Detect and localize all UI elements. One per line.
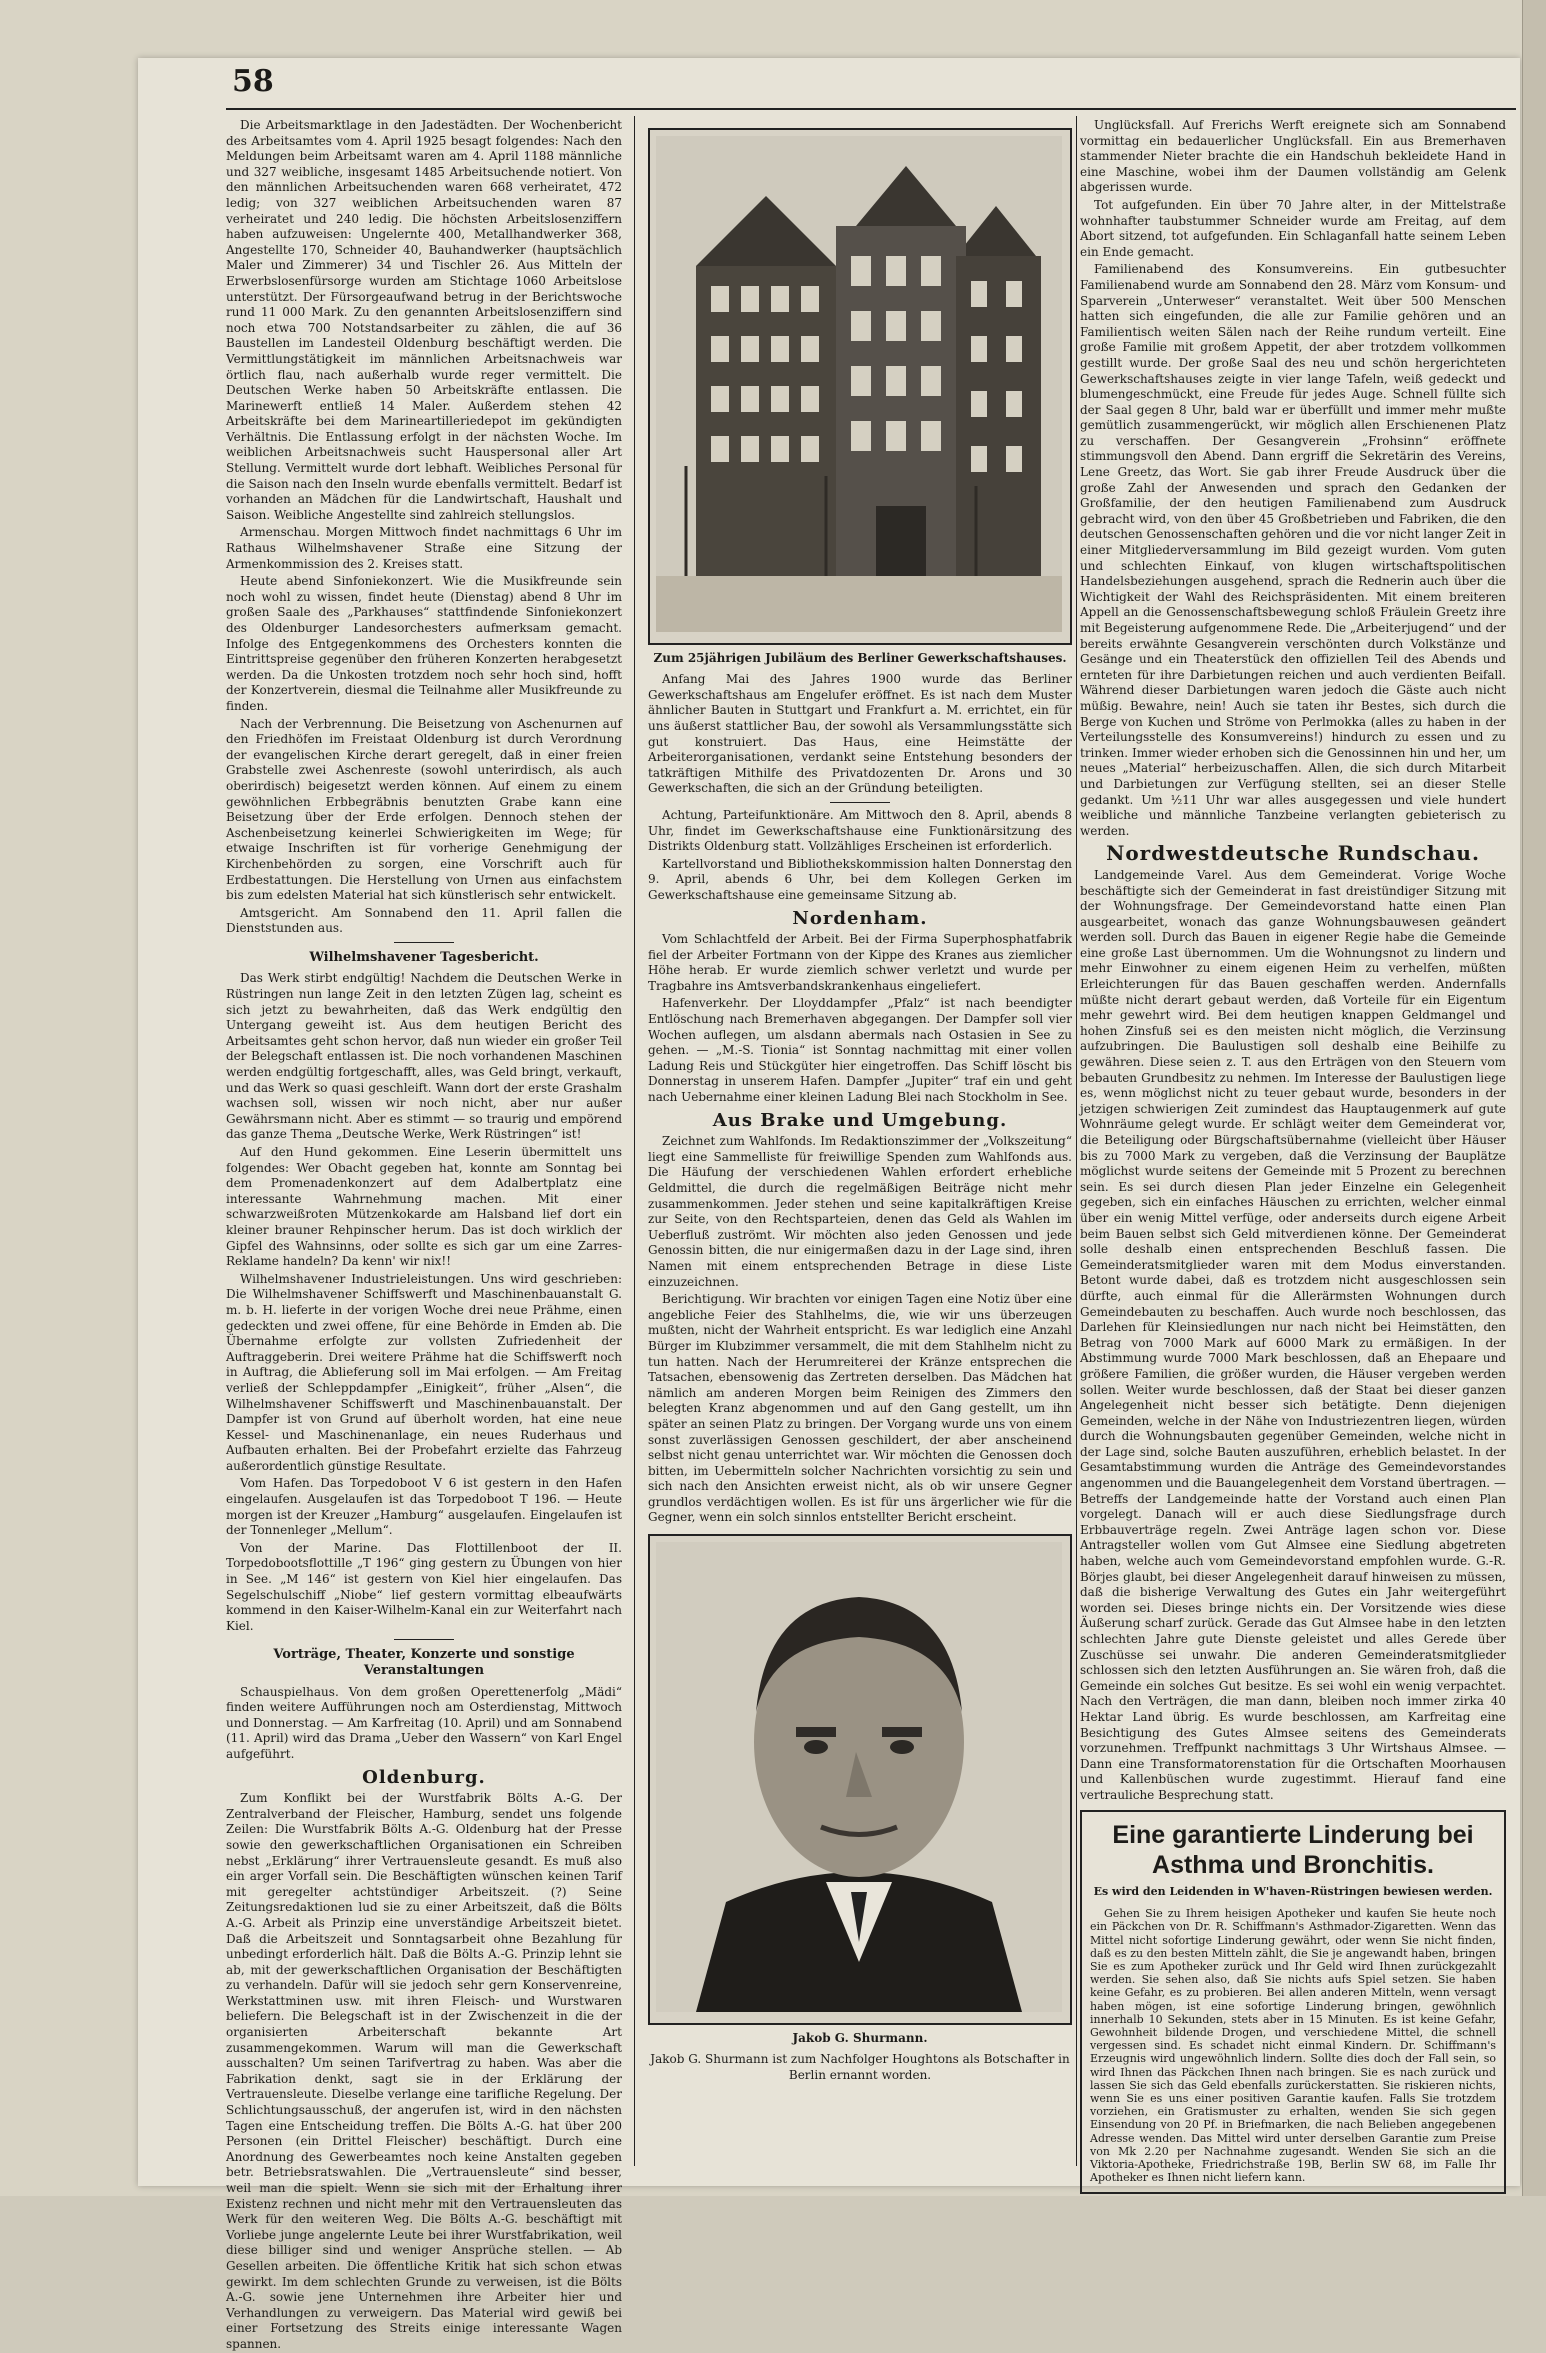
column-left — [226, 118, 622, 2351]
heading-nordwestdeutsche-rundschau: Nordwestdeutsche Rundschau. — [1106, 841, 1480, 866]
article-landgemeinde-varel: Landgemeinde Varel. Aus dem Gemeinderat. Vorige Woche beschäftigte sich der Gemeinderat in fast dreistündiger Sitzung mit der Wohnungsfrage. Der Gemeindevorstand hatte einen Plan ausgearbeitet, wonach das ganze Wohnungsbauwesen geändert werden soll. Durch das Bauen in eigener Regie habe die Gemeinde eine große Last übernommen. Um die Wohnungsnot zu lindern und mehr Einwohner zu einem eigenen Heim zu verhelfen, müßten Erleichterungen für das Bauen geschaffen werden. Andernfalls müßte nicht derart gebaut werden, daß Vorteile für ein Eigentum mehr gewehrt wird. Bei dem heutigen knappen Geldmangel und hohen Zinsfuß sei es den meisten nicht möglich, die Verzinsung aufzubringen. Die Baulustigen soll deshalb eine Beihilfe zu gewähren. Diese seien z. T. aus den Erträgen von den Steuern vom bebauten Grundbesitz zu nehmen. Im Interesse der Baulustigen liege es, wenn möglichst nicht zu teuer gebaut wurde, besonders in der jetzigen schwierigen Zeit zumindest das Hauptaugenmerk auf gute Wohnräume gelegt wurde. Er schlägt weiter dem Gemeinderat vor, die Beteiligung oder Bürgschaftsübernahme (vielleicht über Häuser bis zu 7000 Mark zu vergeben, daß die Verzinsung der Bauplätze möglichst wurde seitens der Gemeinde mit 5 Prozent zu berechnen sein. Es sei durch diesen Plan jeder Einzelne ein Gelegenheit gegeben, sich ein einfaches Häuschen zu errichten, welcher einmal über ein wenig Mittel verfüge, oder anderseits durch eigene Arbeit beim Bauen selbst sich Geld mitverdienen könne. Der Gemeinderat solle deshalb einen entsprechenden Beschluß fassen. Die Gemeinderatsmitglieder waren mit dem Modus einverstanden. Betont wurde dabei, daß es trotzdem nicht ausgeschlossen sein dürfte, auch einmal für die Allerärmsten Wohnungen durch Gemeindebauten zu beschaffen. Auch wurde noch beschlossen, das Darlehen für Kleinsiedlungen nur nach nicht bei Heimstätten, den Betrag von 7000 Mark auf 6000 Mark zu ermäßigen. In der Abstimmung wurde 7000 Mark beschlossen, daß an Ehepaare und größere Familien, die größer wurden, die Häuser vergeben werden sollen. Weiter wurde beschlossen, daß der Staat bei dieser ganzen Angelegenheit nicht besser sich betätigte. Denn diejenigen Gemeinden, welche in der Nähe von Industriezentren liegen, würden durch die Wohnungsbauten gegenüber Gemeinden, welche nicht in der Lage sind, solche Bauten auszuführen, erheblich belastet. In der Gesamtabstimmung wurden die Anträge des Gemeindevorstandes angenommen und die Bauangelegenheit dem Vorstand übertragen. — Betreffs der Landgemeinde hatte der Vorstand auch einen Plan vorgelegt. Danach will er auch diese Siedlungsfrage durch Erbbauverträge regeln. Zwei Anträge lagen schon vor. Diese Antragsteller wollen vom Gut Almsee eine Siedlung abgetreten haben, welche auch vom Gemeindevorstand empfohlen wurde. G.-R. Börjes glaubt, bei dieser Angelegenheit darauf hinweisen zu müssen, daß die bisherige Verwaltung des Gutes ein Jahr weitergeführt worden sei. Dieses bringe nichts ein. Der Vorsitzende wies diese Äußerung scharf zurück. Gerade das Gut Almsee habe in den letzten schlechten Jahre gute Dienste geleistet und alles Gerede über Zuschüsse sei unwahr. Die anderen Gemeinderatsmitglieder schlossen sich den letzten Ausführungen an. Sie wären froh, daß die Gemeinde ein solches Gut besitze. Es sei wohl ein wenig verpachtet. Nach den Verträgen, die man dann, bleiben noch immer zirka 40 Hektar Land übrig. Es wurde beschlossen, am Karfreitag eine Besichtigung des Gutes Almsee seitens des Gemeinderats vorzunehmen. Treffpunkt nachmittags 3 Uhr Wirtshaus Almsee. — Dann eine Transformatorenstation für die Ortschaften Moorhausen und Kallenbüschen wurde zugestimmt. Hierauf fand eine vertrauliche Besprechung statt. — [1080, 867, 1506, 1802]
article-parteifunktionaere: Achtung, Parteifunktionäre. Am Mittwoch den 8. April, abends 8 Uhr, findet im Gewerkschaftshause eine Funktionärsitzung des Distrikts Oldenburg statt. Vollzähliges Erscheinen ist erforderlich. — [648, 807, 1072, 854]
page-fold-edge — [1522, 0, 1546, 2196]
article-gewerkschaftshaus: Anfang Mai des Jahres 1900 wurde das Berliner Gewerkschaftshaus am Engelufer eröffnet. Es ist nach dem Muster ähnlicher Bauten in Stuttgart und Frankfurt a. M. errichtet, ein für uns äußerst stattlicher Bau, der sowohl als Versammlungsstätte sich gut konstruiert. Das Haus, eine Heimstätte der Arbeiterorganisationen, verdankt seine Entstehung besonders der tatkräftigen Mithilfe des Privatdozenten Dr. Arons und 30 Gewerkschaften, die sich an der Gründung beteiligten. — [648, 672, 1072, 796]
portrait-shurmann-frame — [648, 1534, 1072, 2025]
article-hund-gekommen: Auf den Hund gekommen. Eine Leserin übermittelt uns folgendes: Wer Obacht gegeben hat, konnte am Sonntag bei dem Promenadenkonzert auf dem Adalbertplatz eine interessante Wahrnehmung machen. Mit einer schwarzweißroten Mützenkokarde am Halsband lief dort ein kleiner brauner Rehpinscher herum. Das ist doch wirklich der Gipfel des Wahnsinns, oder sollte es sich gar um eine Zarres-Reklame handeln? Da kenn' wir nix!! — [226, 1145, 622, 1269]
ad-body: Gehen Sie zu Ihrem heisigen Apotheker und kaufen Sie heute noch ein Päckchen von Dr. R. Schiffmann's Asthmador-Zigaretten. Wenn das Mittel nicht sofortige Linderung gewährt, oder wenn Sie nicht finden, daß es zu den besten Mitteln zählt, die Sie je angewandt haben, bringen Sie es zum Apotheker zurück und Ihr Geld wird Ihnen zurückgezahlt werden. Sie sehen also, daß Sie nichts aufs Spiel setzen. Sie haben keine Gefahr, es zu probieren. Bei allen anderen Mitteln, wenn versagt haben mögen, ist eine sofortige Linderung bringen, gewöhnlich innerhalb 10 Sekunden, stets aber in 15 Minuten. Es ist keine Gefahr, Gewohnheit bildende Drogen, und verschiedene Mittel, die schnell vergessen sind. Es schadet nicht einmal Kindern. Dr. Schiffmann's Erzeugnis wird ungewöhnlich lindern. Sollte dies doch der Fall sein, so wird Ihnen das Päckchen Ihnen nach bringen. Sie es nach zurück und lassen Sie sich das Geld ebenfalls zurückerstatten. Sie riskieren nichts, wenn Sie es uns einer positiven Garantie kaufen. Falls Sie trotzdem vorziehen, ein Gratismuster zu erhalten, wenden Sie sich gegen Einsendung von 20 Pf. in Briefmarken, die nach Belieben angegebenen Adresse wenden. Das Mittel wird unter derselben Garantie zum Preise von Mk 2.20 per Nachnahme zugesandt. Wenden Sie sich an die Viktoria-Apotheke, Friedrichstraße 19B, Berlin SW 68, im Falle Ihr Apotheker es Ihnen nicht liefern kann. — [1090, 1907, 1496, 2185]
article-hafenverkehr: Hafenverkehr. Der Lloyddampfer „Pfalz“ ist nach beendigter Entlöschung nach Bremerhaven abgegangen. Der Dampfer soll vier Wochen auflegen, um alsdann abermals nach Ostasien in See zu gehen. — „M.-S. Tionia“ ist Sonntag nachmittag mit einer vollen Ladung Reis und Stückgüter hier eingetroffen. Das Schiff löscht bis Donnerstag in unserem Hafen. Dampfer „Jupiter“ traf ein und geht nach Uebernahme einer kleinen Ladung Blei nach Stockholm in See. — [648, 996, 1072, 1105]
article-schlachtfeld-arbeit: Vom Schlachtfeld der Arbeit. Bei der Firma Superphosphatfabrik fiel der Arbeiter Fortmann von der Kippe des Kranes aus ziemlicher Höhe herab. Er wurde ziemlich schwer verletzt und wurde per Tragbahre ins Amtsverbandskrankenhaus eingeliefert. — [648, 932, 1072, 993]
portrait-caption-text: Jakob G. Shurmann ist zum Nachfolger Houghtons als Botschafter in Berlin ernannt worden. — [650, 2052, 1070, 2082]
photo-caption-gewerkschaftshaus: Zum 25jährigen Jubiläum des Berliner Gewerkschaftshauses. — [653, 650, 1067, 665]
article-verbrennung: Nach der Verbrennung. Die Beisetzung von Aschenurnen auf den Friedhöfen im Freistaat Oldenburg ist durch Verordnung der evangelischen Kirche derart geregelt, daß in einer freien Grabstelle zwei Aschenreste (sowohl unterirdisch, als auch oberirdisch) beigesetzt werden können. Auf einem zu einem gewöhnlichen Erbbegräbnis benutzten Grabe kann eine Beisetzung über der Erde erfolgen. Dennoch stehen der Aschenbeisetzung keinerlei Schwierigkeiten im Wege; für etwaige Inschriften ist für vorherige Genehmigung der Kirchenbehörden zu sorgen, eine Vorschrift auch für Erdbestattungen. Die Herstellung von Urnen aus einfachstem bis zum edelsten Material hat sich künstlerisch sehr entwickelt. — [226, 716, 622, 903]
article-sinfoniekonzert: Heute abend Sinfoniekonzert. Wie die Musikfreunde sein noch wohl zu wissen, findet heute (Dienstag) abend 8 Uhr im großen Saale des „Parkhauses“ stattfindende Sinfoniekonzert des Oldenburger Landesorchesters aufmerksam gemacht. Infolge des Entgegenkommens des Orchesters konnten die Eintrittspreise gegenüber den früheren Konzerten herabgesetzt werden. Da die Unkosten trotzdem noch sehr hoch sind, hofft der Konzertverein, diesmal die Teilnahme aller Musikfreunde zu finden. — [226, 574, 622, 713]
portrait-photo — [656, 1542, 1062, 2012]
column-middle — [648, 128, 1072, 2166]
article-amtsgericht: Amtsgericht. Am Sonnabend den 11. April fallen die Dienststunden aus. — [226, 905, 622, 936]
column-right — [1080, 118, 1506, 2185]
divider — [394, 1639, 454, 1640]
article-arbeitsmarktlage: Die Arbeitsmarktlage in den Jadestädten. Der Wochenbericht des Arbeitsamtes vom 4. April 1925 besagt folgendes: Nach den Meldungen beim Arbeitsamt waren am 4. April 1188 männliche und 327 weibliche, insgesamt 1485 Arbeitsuchende notiert. Von den männlichen Arbeitsuchenden waren 668 verheiratet, 472 ledig; von 327 weiblichen Arbeitsuchenden waren 87 verheiratet und 240 ledig. Die höchsten Arbeitslosenziffern haben aufzuweisen: Ungelernte 400, Metallhandwerker 368, Angestellte 170, Schneider 40, Bauhandwerker (hauptsächlich Maler und Zimmerer) 34 und Tischler 26. Aus Mitteln der Erwerbslosenfürsorge wurden am Stichtage 1060 Arbeitslose unterstützt. Der Fürsorgeaufwand betrug in der Berichtswoche rund 11 000 Mark. Zu den genannten Arbeitslosenziffern sind noch etwa 700 Notstandsarbeiter zu zählen, die auf 36 Baustellen im Landesteil Oldenburg beschäftigt werden. Die Vermittlungstätigkeit im männlichen Arbeitsnachweis war örtlich flau, nach außerhalb wurde reger vermittelt. Die Deutschen Werke haben 50 Arbeitskräfte entlassen. Die Marinewerft entließ 14 Maler. Außerdem stehen 42 Arbeitskräfte bei dem Marineartilleriedepot im gekündigten Verhältnis. Die Entlassung erfolgt in der nächsten Woche. Im weiblichen Arbeitsnachweis sucht Hauspersonal aller Art Stellung. Vermittelt wurde dort lebhaft. Weibliches Personal für die Saison nach den Inseln wurde ebenfalls vermittelt. Bedarf ist vorhanden an Mädchen für die Landwirtschaft, Haushalt und Saison. Weibliche Angestellte sind zahlreich stellungslos. — [226, 118, 622, 522]
photo-gewerkschaftshaus-frame — [648, 128, 1072, 645]
article-berichtigung: Berichtigung. Wir brachten vor einigen Tagen eine Notiz über eine angebliche Feier des Stahlhelms, die, wie wir uns überzeugen mußten, nicht der Wahrheit entspricht. Es war lediglich eine Anzahl Bürger im Klubzimmer versammelt, die mit dem Stahlhelm nicht zu tun hatten. Nach der Herumreiterei der Kränze entsprechen die Tatsachen, ebensowenig das Zertreten derselben. Das Mädchen hat nämlich am anderen Morgen beim Reinigen des Zimmers den belegten Kranz abgenommen und auf den Gang gestellt, um ihn später an seinen Platz zu bringen. Der Vorgang wurde uns von einem sonst zuverlässigen Genossen geschildert, der aber anscheinend selbst nicht genau unterrichtet war. Wir möchten die Genossen doch bitten, im Uebermitteln solcher Nachrichten vorsichtig zu sein und sich nach den Ansichten erweist nicht, als ob wir unsere Gegner grundlos verdächtigen wollen. Es ist für uns ärgerlicher wie für die Gegner, wenn ein solch sinnlos entstellter Bericht erscheint. — [648, 1292, 1072, 1525]
column-rule-1 — [634, 116, 635, 2166]
article-vom-hafen: Vom Hafen. Das Torpedoboot V 6 ist gestern in den Hafen eingelaufen. Ausgelaufen ist das Torpedoboot T 196. — Heute morgen ist der Kreuzer „Hamburg“ ausgelaufen. Eingelaufen ist der Tonnenleger „Mellum“. — [226, 1476, 622, 1538]
article-werk-stirbt: Das Werk stirbt endgültig! Nachdem die Deutschen Werke in Rüstringen nun lange Zeit in den letzten Zügen lag, scheint es sich jetzt zu bewahrheiten, daß das Werk endgültig den Untergang geweiht ist. Aus dem heutigen Bericht des Arbeitsamtes geht schon hervor, daß nun wieder ein großer Teil der Belegschaft entlassen ist. Die noch vorhandenen Maschinen werden endgültig fortgeschafft, alles, was Geld bringt, verkauft, und das Werk so quasi geschleift. Wann dort der erste Grashalm wachsen soll, wissen wir noch nicht, aber nur außer Gewährsmann nicht. Aber es stimmt — so traurig und empörend das ganze Thema „Deutsche Werke, Werk Rüstringen“ ist! — [226, 971, 622, 1142]
divider — [394, 942, 454, 943]
ad-title: Eine garantierte Linderung bei Asthma und Bronchitis. — [1112, 1820, 1474, 1879]
article-von-der-marine: Von der Marine. Das Flottillenboot der II. Torpedobootsflottille „T 196“ ging gestern zu Übungen von hier in See. „M 146“ ist gestern von Kiel hier eingelaufen. Das Segelschulschiff „Niobe“ lief gestern vormittag elbeaufwärts kommend in den Kaiser-Wilhelm-Kanal ein zur Weiterfahrt nach Kiel. — [226, 1540, 622, 1633]
portrait-caption-name: Jakob G. Shurmann. — [792, 2030, 928, 2045]
article-industrieleistungen: Wilhelmshavener Industrieleistungen. Uns wird geschrieben: Die Wilhelmshavener Schiffswerft und Maschinenbauanstalt G. m. b. H. lieferte in der vorigen Woche drei neue Prähme, einen gedeckten und zwei offene, für eine Behörde in Emden ab. Die Übernahme erfolgte zur vollsten Zufriedenheit der Auftraggeberin. Drei weitere Prähme hat die Schiffswerft noch in Auftrag, die Ablieferung soll im Mai erfolgen. — Am Freitag verließ der Schleppdampfer „Einigkeit“, früher „Alsen“, die Wilhelmshavener Schiffswerft und Maschinenbauanstalt. Der Dampfer ist von Grund auf überholt worden, hat eine neue Kessel- und Maschinenanlage, ein neues Ruderhaus und Aufbauten erhalten. Bei der Probefahrt erzielte das Fahrzeug außerordentlich günstige Resultate. — [226, 1271, 622, 1473]
top-rule — [226, 108, 1516, 110]
heading-brake-umgebung: Aus Brake und Umgebung. — [712, 1109, 1008, 1131]
article-kartellvorstand: Kartellvorstand und Bibliothekskommission halten Donnerstag den 9. April, abends 6 Uhr, bei dem Kollegen Gerken im Gewerkschaftshause eine gemeinsame Sitzung ab. — [648, 856, 1072, 902]
divider — [830, 802, 890, 803]
article-ungluecksfall: Unglücksfall. Auf Frerichs Werft ereignete sich am Sonnabend vormittag ein bedauerlicher Unglücksfall. Ein aus Bremerhaven stammender Nieter brachte die ein Handschuh bekleidete Hand in eine Maschine, wobei ihm der Daumen vollständig am Gelenk abgerissen wurde. — [1080, 118, 1506, 195]
article-schauspielhaus: Schauspielhaus. Von dem großen Operettenerfolg „Mädi“ finden weitere Aufführungen noch am Osterdienstag, Mittwoch und Donnerstag. — Am Karfreitag (10. April) und am Sonnabend (11. April) wird das Drama „Ueber den Wassern“ von Karl Engel aufgeführt. — [226, 1684, 622, 1761]
heading-nordenham: Nordenham. — [792, 907, 928, 929]
gewerkschaftshaus-photo — [656, 136, 1062, 632]
heading-wilhelmshavener-tagesbericht: Wilhelmshavener Tagesbericht. — [309, 949, 539, 965]
heading-oldenburg: Oldenburg. — [362, 1766, 486, 1788]
article-armenschau: Armenschau. Morgen Mittwoch findet nachmittags 6 Uhr im Rathaus Wilhelmshavener Straße eine Sitzung der Armenkommission des 2. Kreises statt. — [226, 525, 622, 571]
ad-subtitle: Es wird den Leidenden in W'haven-Rüstringen bewiesen werden. — [1093, 1884, 1493, 1898]
article-wurstfabrik-boelts: Zum Konflikt bei der Wurstfabrik Bölts A.-G. Der Zentralverband der Fleischer, Hamburg, sendet uns folgende Zeilen: Die Wurstfabrik Bölts A.-G. Oldenburg hat der Presse sowie den gewerkschaftlichen Organisationen ein Schreiben nebst „Erklärung“ ihrer Vertrauensleute gesandt. Es muß also ein arger Vorfall sein. Die Beschäftigten wünschen keinen Tarif mit geregelter achtstündiger Arbeitszeit. (?) Seine Zeitungsredaktionen lud sie zu einer Arbeitszeit, daß die Bölts A.-G. Arbeit als Prinzip eine unverständige Arbeitszeit bietet. Daß die Arbeitszeit und Sonntagsarbeit ohne Bezahlung für unbedingt erforderlich hält. Daß die Bölts A.-G. Prinzip lehnt sie ab, mit der gewerkschaftlichen Organisation der Beschäftigten zu verhandeln. Dafür will sie jedoch sehr gern Konservenreine, Werkstattminen usw. mit ihren Fleisch- und Wurstwaren beliefern. Die Belegschaft ist in der Zwischenzeit in die der organisierten Arbeiterschaft bekannte Art zusammengekommen. Warum will man die Gewerkschaft ausschalten? Um seinen Tarifvertrag zu haben. Was aber die Fabrikation denkt, sagt sie in der Erklärung der Vertrauensleute. Dieselbe verlange eine tarifliche Regelung. Der Schlichtungsausschuß, der angerufen ist, wird in den nächsten Tagen eine Entscheidung treffen. Die Bölts A.-G. hat über 200 Personen (ein Drittel Fleischer) beschäftigt. Durch eine Anordnung des Gewerbeamtes noch keine Anstalten gegeben betr. Betriebsratswahlen. Die „Vertrauensleute“ sind besser, weil man die spielt. Wenn sie sich mit der Erhaltung ihrer Existenz rechnen und nicht mehr mit den Vertrauensleuten das Werk für den weiteren Weg. Die Bölts A.-G. beschäftigt mit Vorliebe junge angelernte Leute bei ihrer Wurstfabrikation, weil diese billiger sind und weniger Ansprüche stellen. — Ab Gesellen arbeiten. Die öffentliche Kritik hat sich schon etwas gewirkt. Im dem schlechten Grunde zu verweisen, ist die Bölts A.-G. sowie jene Unternehmen ihre Arbeiter hier und Verhandlungen zu verweigern. Das Material wird gewiß bei einer Fortsetzung des Streits einige interessante Wagen spannen. — [226, 1791, 622, 2351]
heading-veranstaltungen: Vorträge, Theater, Konzerte und sonstige Veranstaltungen — [273, 1647, 575, 1678]
column-rule-2 — [1076, 116, 1077, 2166]
article-wahlfonds: Zeichnet zum Wahlfonds. Im Redaktionszimmer der „Volkszeitung“ liegt eine Sammelliste für freiwillige Spenden zum Wahlfonds aus. Die Häufung der verschiedenen Wahlen erfordert erhebliche Geldmittel, die durch die regelmäßigen Beiträge nicht mehr zusammenkommen. Jeder stehen und seine kapitalkräftigen Kreise zur Seite, von den Rechtsparteien, denen das Geld als Wahlen im Ueberfluß zuströmt. Wir möchten also jeden Genossen und jede Genossin bitten, die nur einigermaßen dazu in der Lage sind, ihren Namen mit einem entsprechenden Betrage in diese Liste einzuzeichnen. — [648, 1134, 1072, 1289]
advertisement-asthma — [1080, 1810, 1506, 2195]
article-tot-aufgefunden: Tot aufgefunden. Ein über 70 Jahre alter, in der Mittelstraße wohnhafter taubstummer Schneider wurde am Freitag, auf dem Abort sitzend, tot aufgefunden. Ein Schlaganfall hatte seinem Leben ein Ende gemacht. — [1080, 197, 1506, 259]
page-number: 58 — [232, 64, 274, 99]
article-familienabend: Familienabend des Konsumvereins. Ein gutbesuchter Familienabend wurde am Sonnabend den 28. März vom Konsum- und Sparverein „Unterweser“ veranstaltet. Weit über 500 Menschen hatten sich eingefunden, die alle zur Familie gehören und an Familientisch weiten Sälen nach der Reihe rundum verteilt. Eine große Familie mit großem Appetit, der aber trotzdem vollkommen gestillt wurde. Der große Saal des neu und schön hergerichteten Gewerkschaftshauses zeigte in vier lange Tafeln, weiß gedeckt und blumengeschmückt, eine Freude für jedes Auge. Schnell füllte sich der Saal gegen 8 Uhr, bald war er überfüllt und immer mehr mußte gemütlich zusammengerückt, wir möglich allen Erschienenen Platz zu verschaffen. Der Gesangverein „Frohsinn“ eröffnete stimmungsvoll den Abend. Dann ergriff die Sekretärin des Vereins, Lene Greetz, das Wort. Sie gab ihrer Freude Ausdruck über die große Zahl der Anwesenden und sprach den Gedanken der Großfamilie, der den heutigen Familienabend zum Ausdruck gebracht wird, von den über 45 Großbetrieben und Fabriken, die den deutschen Genossenschaften gehören und die vor nicht langer Zeit in einer Mitgliederversammlung im Bild gezeigt wurden. Vom guten und schlechten Einkauf, von klugen wirtschaftspolitischen Handelsbeziehungen ausgehend, sprach die Rednerin auch über die Wichtigkeit der Wahl des Reichspräsidenten. Mit einem breiteren Appell an die Genossenschaftsbewegung schloß Fräulein Greetz ihre mit Begeisterung aufgenommene Rede. Die „Arbeiterjugend“ und der bereits erwähnte Gesangverein verschönten durch Volkstänze und Gesänge und ein Theaterstück den offiziellen Teil des Abends und ernteten für ihre Darbietungen reichen und auch verdienten Beifall. Während dieser Darbietungen waren jedoch die Gäste auch nicht müßig. Bewahre, nein! Auch sie taten ihr Bestes, sich durch die Berge von Kuchen und Ströme von Perlmokka (alles zu haben in der Verteilungsstelle des Konsumvereins!) hindurch zu essen und zu trinken. Immer wieder erhoben sich die Genossinnen hin und her, um neues „Material“ herbeizuschaffen. Allen, die sich durch Mitarbeit und Darbietungen zur Verfügung stellten, sei an dieser Stelle gedankt. Um ½11 Uhr war alles ausgegessen und viele hundert weibliche und männliche Tanzbeine verlangten gebieterisch zu werden. — [1080, 262, 1506, 838]
